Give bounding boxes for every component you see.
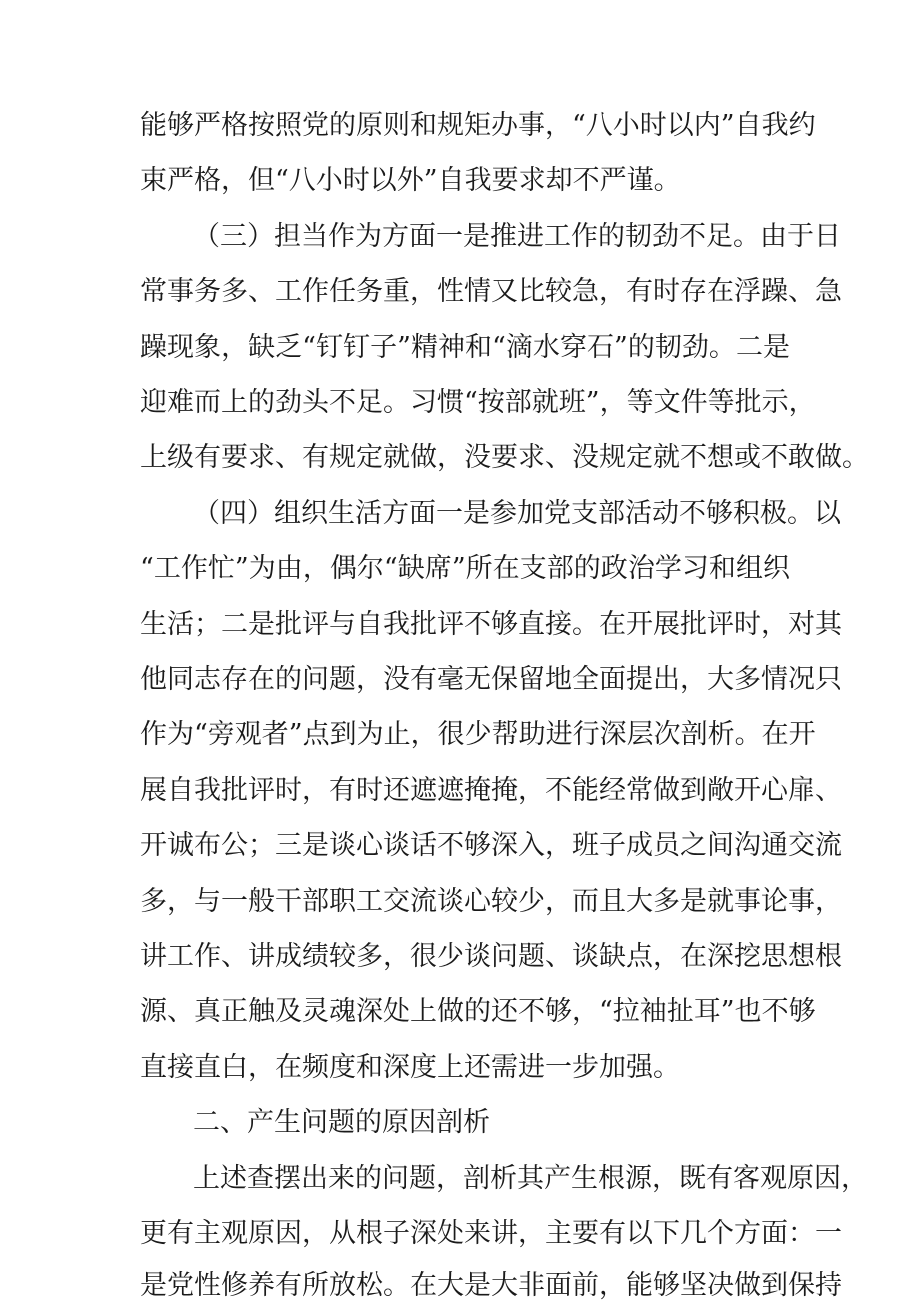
text-line: 常事务多、工作任务重，性情又比较急，有时存在浮躁、急	[140, 276, 842, 307]
text-line: 是党性修养有所放松。在大是大非面前，能够坚决做到保持	[140, 1270, 842, 1301]
text-line: 开诚布公；三是谈心谈话不够深入，班子成员之间沟通交流	[140, 830, 842, 861]
text-line: “工作忙”为由，偶尔“缺席”所在支部的政治学习和组织	[140, 553, 790, 584]
text-line: 多，与一般干部职工交流谈心较少，而且大多是就事论事，	[140, 886, 842, 917]
text-line: 迎难而上的劲头不足。习惯“按部就班”，等文件等批示，	[140, 387, 816, 418]
text-line: 源、真正触及灵魂深处上做的还不够，“拉袖扯耳”也不够	[140, 996, 816, 1027]
text-line: 讲工作、讲成绩较多，很少谈问题、谈缺点，在深挖思想根	[140, 941, 842, 972]
text-line: 上级有要求、有规定就做，没要求、没规定就不想或不敢做。	[140, 442, 869, 473]
text-line: 能够严格按照党的原则和规矩办事，“八小时以内”自我约	[140, 110, 816, 141]
section-heading: 二、产生问题的原因剖析	[193, 1107, 490, 1138]
text-line: 更有主观原因，从根子深处来讲，主要有以下几个方面：一	[140, 1218, 842, 1249]
text-line: 展自我批评时，有时还遮遮掩掩，不能经常做到敞开心扉、	[140, 775, 842, 806]
text-line: 躁现象，缺乏“钉钉子”精神和“滴水穿石”的韧劲。二是	[140, 332, 790, 363]
text-line: 直接直白，在频度和深度上还需进一步加强。	[140, 1052, 680, 1083]
text-line: 作为“旁观者”点到为止，很少帮助进行深层次剖析。在开	[140, 719, 816, 750]
text-line: 他同志存在的问题，没有毫无保留地全面提出，大多情况只	[140, 664, 842, 695]
text-line: 束严格，但“八小时以外”自我要求却不严谨。	[140, 165, 681, 196]
text-line: 生活；二是批评与自我批评不够直接。在开展批评时，对其	[140, 609, 842, 640]
text-line: （四）组织生活方面一是参加党支部活动不够积极。以	[193, 498, 841, 529]
text-line: 上述查摆出来的问题，剖析其产生根源，既有客观原因，	[193, 1163, 868, 1194]
text-line: （三）担当作为方面一是推进工作的韧劲不足。由于日	[193, 221, 841, 252]
